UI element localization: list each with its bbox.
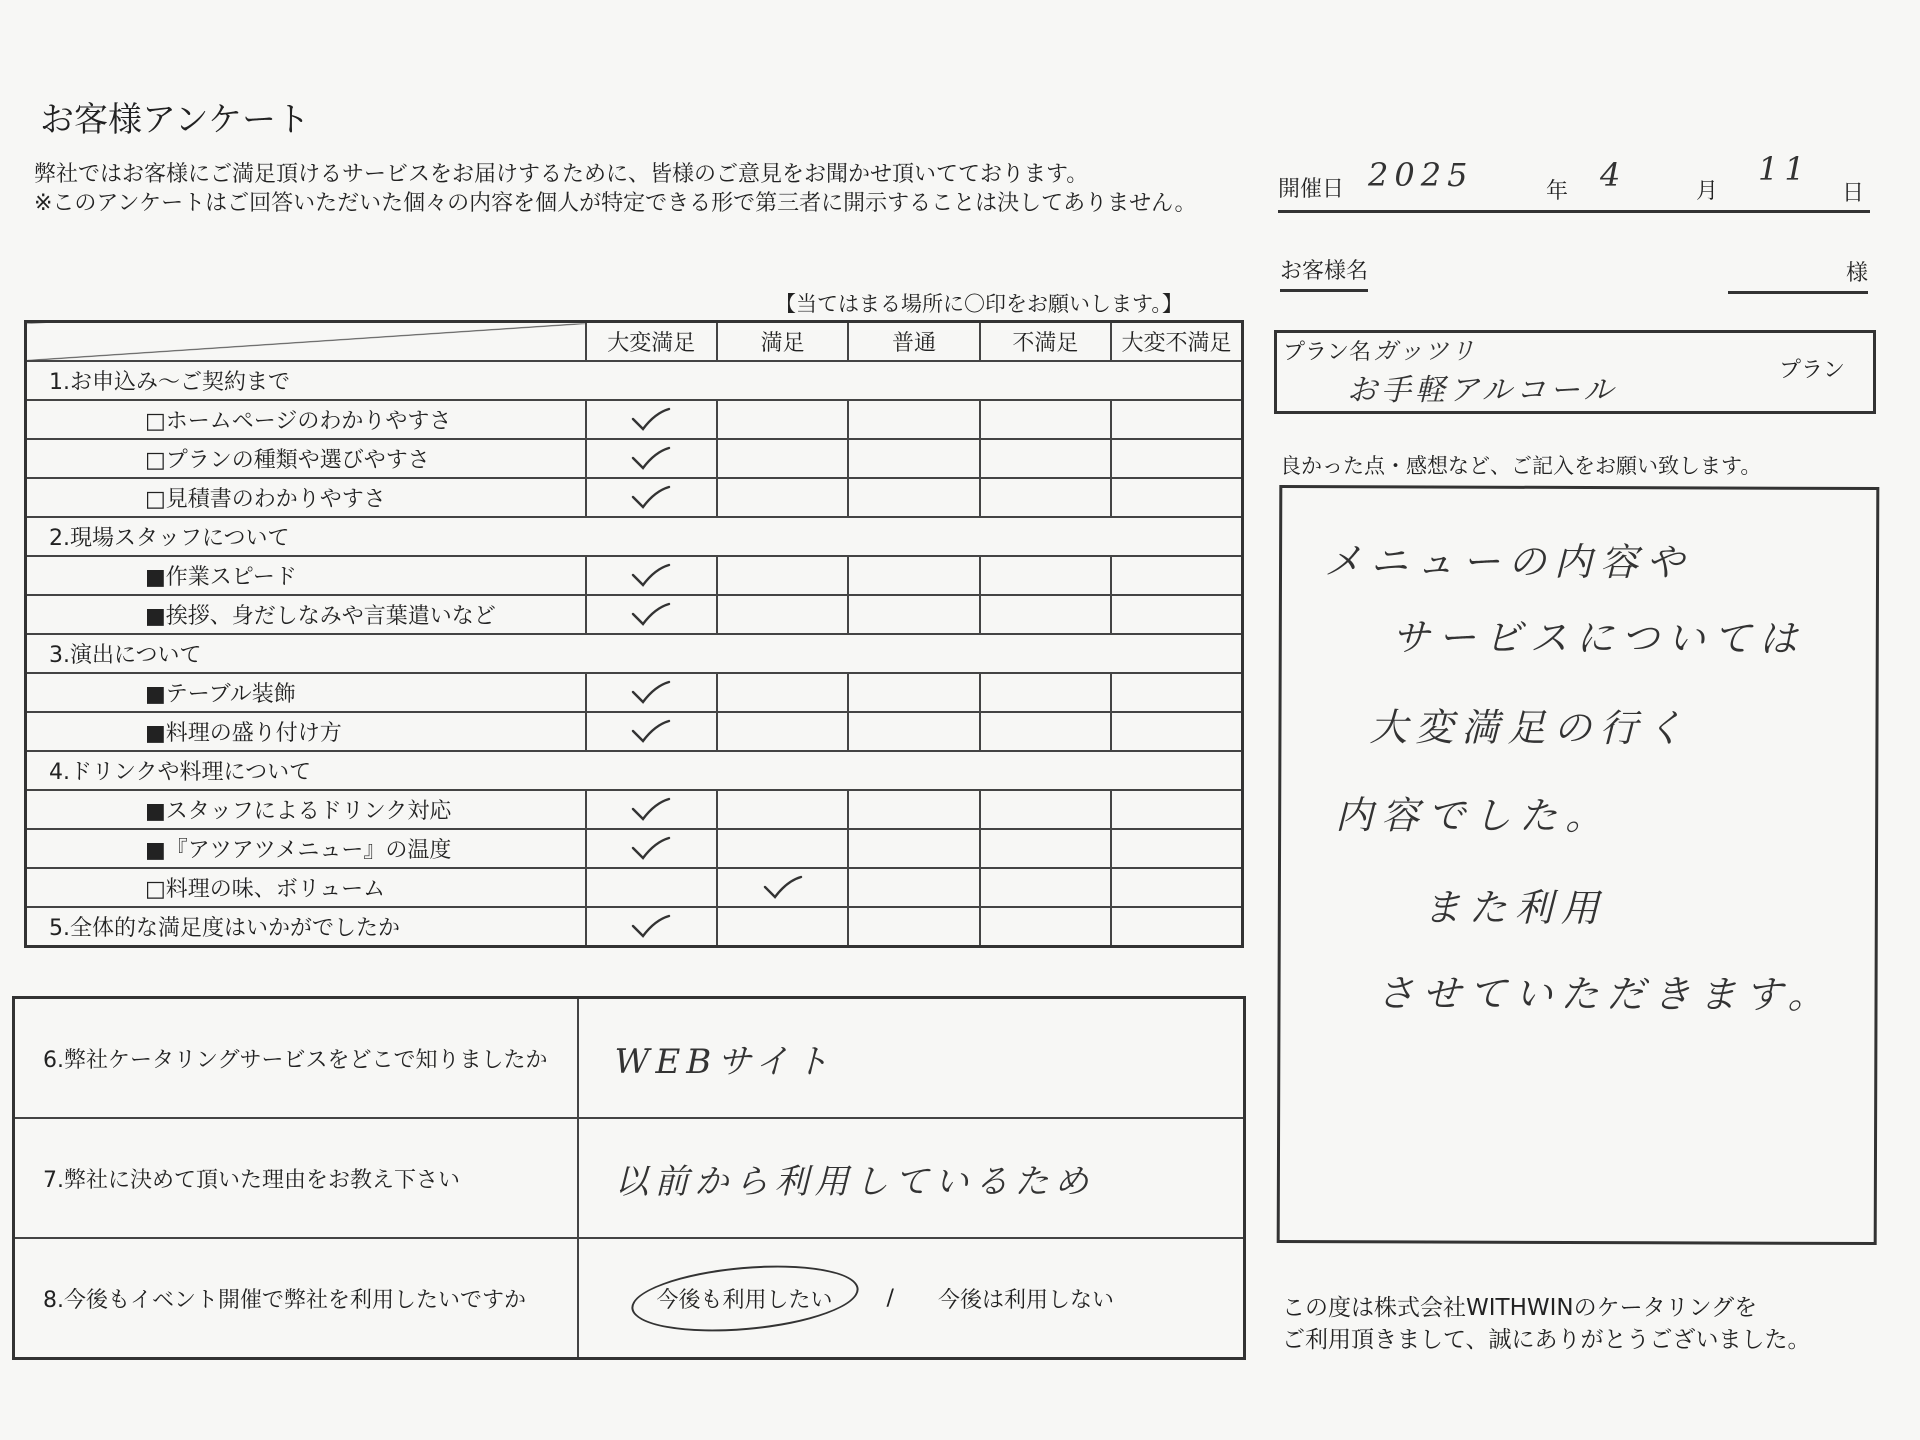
rating-cell[interactable] xyxy=(1111,478,1242,517)
section-filler xyxy=(586,634,1243,673)
rating-cell[interactable] xyxy=(717,868,848,907)
comment-line: また利用 xyxy=(1422,885,1607,931)
instruction-text: 【当てはまる場所に〇印をお願いします。】 xyxy=(775,292,1183,316)
rating-item-row-label: □料理の味、ボリューム xyxy=(26,868,586,907)
customer-suffix-text: 様 xyxy=(1845,261,1868,286)
rating-item-row xyxy=(26,790,1243,829)
rating-cell[interactable] xyxy=(586,556,717,595)
section-label: 3.演出について xyxy=(26,634,586,673)
rating-item-row-label: ■作業スピード xyxy=(26,556,586,595)
rating-cell[interactable] xyxy=(980,673,1111,712)
rating-cell[interactable] xyxy=(848,556,979,595)
intro-line-2: ※このアンケートはご回答いただいた個々の内容を個人が特定できる形で第三者に開示することは決してありません。 xyxy=(34,191,1197,216)
rating-cell[interactable] xyxy=(980,400,1111,439)
rating-cell[interactable] xyxy=(717,400,848,439)
rating-cell[interactable] xyxy=(1111,868,1242,907)
rating-item-row xyxy=(26,712,1243,751)
col-header: 大変満足 xyxy=(586,322,717,362)
rating-cell[interactable] xyxy=(848,829,979,868)
q7-row xyxy=(14,1118,1245,1238)
check-mark-icon xyxy=(587,561,716,591)
rating-cell[interactable] xyxy=(586,868,717,907)
date-label: 開催日 xyxy=(1278,177,1345,202)
overall-row-label: 5.全体的な満足度はいかがでしたか xyxy=(26,907,586,947)
intro-text xyxy=(34,160,1244,218)
rating-cell[interactable] xyxy=(586,790,717,829)
rating-item-row xyxy=(26,556,1243,595)
rating-cell[interactable] xyxy=(1111,907,1242,947)
header-diagonal-cell xyxy=(26,322,586,362)
rating-cell[interactable] xyxy=(980,712,1111,751)
rating-cell[interactable] xyxy=(980,829,1111,868)
check-mark-icon xyxy=(587,795,716,825)
comment-lead: 良かった点・感想など、ご記入をお願い致します。 xyxy=(1280,454,1762,478)
check-mark-icon xyxy=(587,444,716,474)
section-row xyxy=(26,751,1243,790)
check-mark-icon xyxy=(587,717,716,747)
rating-item-row xyxy=(26,868,1243,907)
rating-item-row-label: ■テーブル装飾 xyxy=(26,673,586,712)
questions-table xyxy=(12,996,1246,1360)
rating-item-row-label: ■料理の盛り付け方 xyxy=(26,712,586,751)
rating-cell[interactable] xyxy=(980,439,1111,478)
rating-cell[interactable] xyxy=(586,439,717,478)
date-day-unit: 日 xyxy=(1842,181,1865,206)
rating-item-row xyxy=(26,400,1243,439)
check-mark-icon xyxy=(587,600,716,630)
q6-answer[interactable]: WEBサイト xyxy=(614,1041,835,1082)
plan-label: プラン名 xyxy=(1283,340,1372,365)
check-mark-icon xyxy=(718,873,847,903)
rating-cell[interactable] xyxy=(980,478,1111,517)
section-label: 2.現場スタッフについて xyxy=(26,517,586,556)
section-row xyxy=(26,361,1243,400)
rating-cell[interactable] xyxy=(1111,400,1242,439)
rating-item-row xyxy=(26,829,1243,868)
comment-line: 大変満足の行く xyxy=(1369,705,1692,751)
rating-cell[interactable] xyxy=(586,595,717,634)
rating-cell[interactable] xyxy=(1111,673,1242,712)
rating-item-row xyxy=(26,673,1243,712)
rating-cell[interactable] xyxy=(848,790,979,829)
check-mark-icon xyxy=(587,405,716,435)
thanks-message xyxy=(1282,1292,1811,1356)
comment-box[interactable] xyxy=(1277,485,1880,1245)
rating-cell[interactable] xyxy=(717,673,848,712)
section-filler xyxy=(586,517,1243,556)
rating-item-row xyxy=(26,478,1243,517)
rating-cell[interactable] xyxy=(848,907,979,947)
rating-cell[interactable] xyxy=(717,556,848,595)
check-mark-icon xyxy=(587,834,716,864)
comment-line: させていただきます。 xyxy=(1376,971,1834,1017)
rating-cell[interactable] xyxy=(848,673,979,712)
col-header: 大変不満足 xyxy=(1111,322,1242,362)
rating-item-row-label: ■挨拶、身だしなみや言葉遣いなど xyxy=(26,595,586,634)
thanks-line-2: ご利用頂きまして、誠にありがとうございました。 xyxy=(1282,1327,1811,1353)
event-date xyxy=(1278,150,1870,213)
q8-label: 8.今後もイベント開催で弊社を利用したいですか xyxy=(14,1238,578,1359)
rating-item-row-label: □ホームページのわかりやすさ xyxy=(26,400,586,439)
q7-label: 7.弊社に決めて頂いた理由をお教え下さい xyxy=(14,1118,578,1238)
comment-line: 内容でした。 xyxy=(1335,793,1612,839)
rating-header-row xyxy=(26,322,1243,362)
rating-cell[interactable] xyxy=(586,712,717,751)
comment-line: サービスについては xyxy=(1391,615,1806,661)
intro-line-1: 弊社ではお客様にご満足頂けるサービスをお届けするために、皆様のご意見をお聞かせ頂いてております。 xyxy=(34,162,1089,187)
section-filler xyxy=(586,751,1243,790)
rating-cell[interactable] xyxy=(717,439,848,478)
rating-item-row-label: ■スタッフによるドリンク対応 xyxy=(26,790,586,829)
rating-cell[interactable] xyxy=(586,829,717,868)
rating-cell[interactable] xyxy=(717,907,848,947)
rating-cell[interactable] xyxy=(586,478,717,517)
q8-row xyxy=(14,1238,1245,1359)
comment-line: メニューの内容や xyxy=(1323,539,1693,585)
date-year[interactable]: 2025 xyxy=(1368,156,1474,194)
q7-answer[interactable]: 以前から利用しているため xyxy=(614,1161,1095,1202)
section-label: 4.ドリンクや料理について xyxy=(26,751,586,790)
section-filler xyxy=(586,361,1243,400)
q6-row xyxy=(14,998,1245,1119)
rating-cell[interactable] xyxy=(586,907,717,947)
rating-cell[interactable] xyxy=(848,439,979,478)
rating-cell[interactable] xyxy=(848,712,979,751)
rating-cell[interactable] xyxy=(1111,829,1242,868)
rating-item-row xyxy=(26,439,1243,478)
rating-cell[interactable] xyxy=(586,400,717,439)
thanks-line-1: この度は株式会社WITHWINのケータリングを xyxy=(1282,1295,1758,1321)
rating-cell[interactable] xyxy=(717,478,848,517)
section-label: 1.お申込み～ご契約まで xyxy=(26,361,586,400)
rating-cell[interactable] xyxy=(980,556,1111,595)
rating-cell[interactable] xyxy=(848,478,979,517)
plan-suffix: プラン xyxy=(1779,358,1846,383)
check-mark-icon xyxy=(587,912,716,942)
rating-item-row-label: □プランの種類や選びやすさ xyxy=(26,439,586,478)
rating-cell[interactable] xyxy=(980,790,1111,829)
rating-cell[interactable] xyxy=(717,790,848,829)
rating-item-row-label: ■『アツアツメニュー』の温度 xyxy=(26,829,586,868)
customer-label: お客様名 xyxy=(1280,254,1368,292)
date-year-unit: 年 xyxy=(1546,179,1569,204)
rating-cell[interactable] xyxy=(848,595,979,634)
q6-label: 6.弊社ケータリングサービスをどこで知りましたか xyxy=(14,998,578,1119)
rating-cell[interactable] xyxy=(1111,790,1242,829)
page-title: お客様アンケート xyxy=(40,100,310,140)
date-month[interactable]: 4 xyxy=(1600,156,1627,194)
rating-cell[interactable] xyxy=(980,907,1111,947)
section-row xyxy=(26,517,1243,556)
q8-option-no[interactable]: 今後は利用しない xyxy=(937,1287,1114,1313)
overall-row xyxy=(26,907,1243,947)
rating-cell[interactable] xyxy=(1111,556,1242,595)
customer-suffix xyxy=(1728,256,1868,294)
col-header: 不満足 xyxy=(980,322,1111,362)
rating-cell[interactable] xyxy=(717,712,848,751)
check-mark-icon xyxy=(587,483,716,513)
plan-value-line2[interactable]: お手軽アルコール xyxy=(1347,373,1618,408)
date-day[interactable]: 11 xyxy=(1758,150,1811,188)
rating-table xyxy=(24,320,1244,948)
plan-value-line1[interactable]: ガッツリ xyxy=(1373,337,1477,365)
date-month-unit: 月 xyxy=(1696,179,1719,204)
q8-separator: / xyxy=(886,1285,894,1311)
plan-box xyxy=(1274,330,1876,414)
check-mark-icon xyxy=(587,678,716,708)
rating-cell[interactable] xyxy=(1111,712,1242,751)
rating-cell[interactable] xyxy=(1111,439,1242,478)
rating-cell[interactable] xyxy=(717,829,848,868)
rating-cell[interactable] xyxy=(1111,595,1242,634)
col-header: 満足 xyxy=(717,322,848,362)
col-header: 普通 xyxy=(848,322,979,362)
rating-item-row xyxy=(26,595,1243,634)
rating-cell[interactable] xyxy=(980,868,1111,907)
rating-cell[interactable] xyxy=(586,673,717,712)
rating-cell[interactable] xyxy=(848,868,979,907)
rating-cell[interactable] xyxy=(848,400,979,439)
q8-option-yes[interactable]: 今後も利用したい xyxy=(647,1279,843,1318)
rating-cell[interactable] xyxy=(717,595,848,634)
rating-item-row-label: □見積書のわかりやすさ xyxy=(26,478,586,517)
section-row xyxy=(26,634,1243,673)
rating-cell[interactable] xyxy=(980,595,1111,634)
